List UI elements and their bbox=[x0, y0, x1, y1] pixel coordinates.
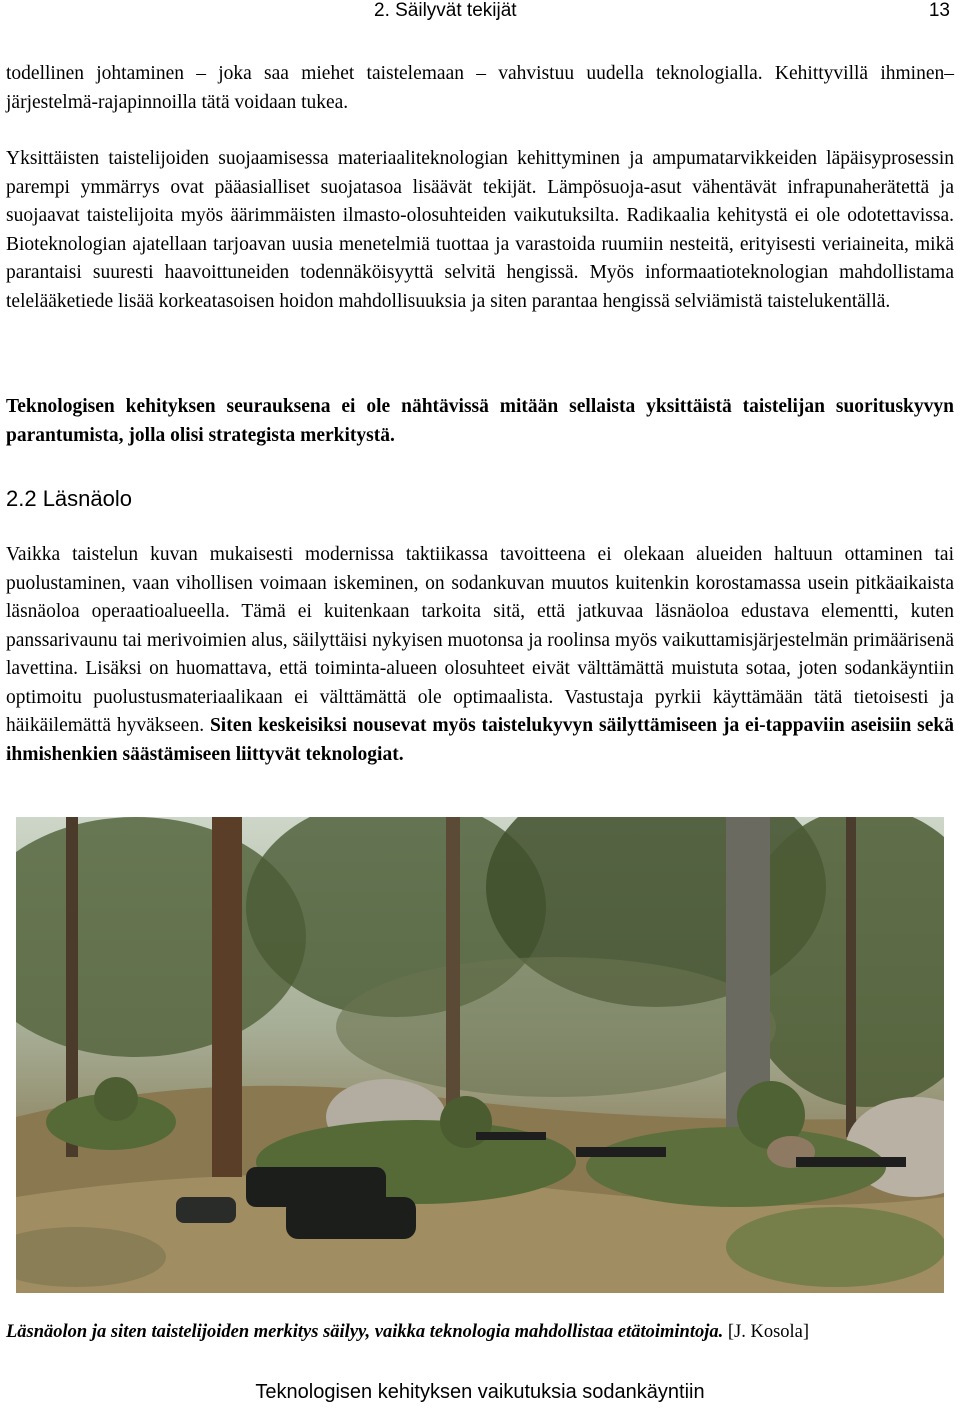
paragraph-protection: Yksittäisten taistelijoiden suojaamisessa materiaaliteknologian kehittyminen ja ampumatarvikkeiden läpäisyprosessin parempi ymmärrys ovat pääasialliset suojatasoa lisäävät tekijät. Lämpösuoja-asut vähentävät infrapunaherätettä ja suojaavat taistelijoita myös äärimmäisten ilmasto-olosuhteiden vaikutuksilta. Radikaalia kehitystä ei ole odotettavissa. Bioteknologian ajatellaan tarjoavan uusia menetelmiä tuottaa ja varastoida ruumiin nesteitä, erityisesti veriaineita, mikä parantaisi suuresti haavoittuneiden todennäköisyyttä selvitä hengissä. Myös informaatioteknologian mahdollistama telelääketiede lisää korkeatasoisen hoidon mahdollisuuksia ja siten parantaa hengissä selviämistä taistelukentällä. bbox=[6, 148, 954, 312]
running-section-title: 2. Säilyvät tekijät bbox=[374, 0, 517, 21]
caption-text: Läsnäolon ja siten taistelijoiden merkitys säilyy, vaikka teknologia mahdollistaa etätoimintoja. bbox=[6, 1322, 724, 1342]
paragraph-intro: todellinen johtaminen – joka saa miehet taistelemaan – vahvistuu uudella teknologialla. Kehittyvillä ihminen–järjestelmä-rajapinnoilla tätä voidaan tukea. bbox=[6, 63, 954, 113]
soldiers-forest-photo bbox=[16, 817, 944, 1293]
figure-caption bbox=[6, 1322, 809, 1343]
paragraph-presence-text: Vaikka taistelun kuvan mukaisesti modernissa taktiikassa tavoitteena ei olekaan alueiden haltuun ottaminen tai puolustaminen, vaan vihollisen voimaan iskeminen, on sodankuvan muutos kuitenkin korostamassa usein pitkäaikaista läsnäoloa operaatioalueella. Tämä ei kuitenkaan tarkoita sitä, että jatkuvaa läsnäoloa edustava elementti, kuten panssarivaunu tai merivoimien alus, säilyttäisi nykyisen muotonsa ja roolinsa myös vaikuttamisjärjestelmän primäärisenä lavettina. Lisäksi on huomattava, että toiminta-alueen olosuhteet eivät välttämättä muistuta sotaa, joten sodankäyntiin optimoitu puolustusmateriaalikaan ei välttämättä ole optimaalista. Vastustaja pyrkii käyttämään tätä tietoisesti ja häikäilemättä hyväkseen. bbox=[6, 544, 954, 736]
paragraph-presence-emphasis: Siten keskeisiksi nousevat myös taistelukyvyn säilyttämiseen ja ei-tappaviin aseisiin sekä ihmishenkien säästämiseen liittyvät teknologiat. bbox=[6, 715, 954, 765]
paragraph-conclusion-bold: Teknologisen kehityksen seurauksena ei ole nähtävissä mitään sellaista yksittäistä taistelijan suorituskyvyn parantumista, jolla olisi strategista merkitystä. bbox=[6, 396, 954, 446]
paragraph-presence bbox=[6, 541, 954, 769]
caption-credit: [J. Kosola] bbox=[723, 1322, 810, 1342]
page-footer: Teknologisen kehityksen vaikutuksia sodankäyntiin bbox=[255, 1381, 705, 1403]
section-heading: 2.2 Läsnäolo bbox=[6, 486, 132, 511]
photo-illustration bbox=[16, 817, 944, 1293]
page-header bbox=[0, 0, 960, 26]
page-number: 13 bbox=[928, 0, 950, 21]
